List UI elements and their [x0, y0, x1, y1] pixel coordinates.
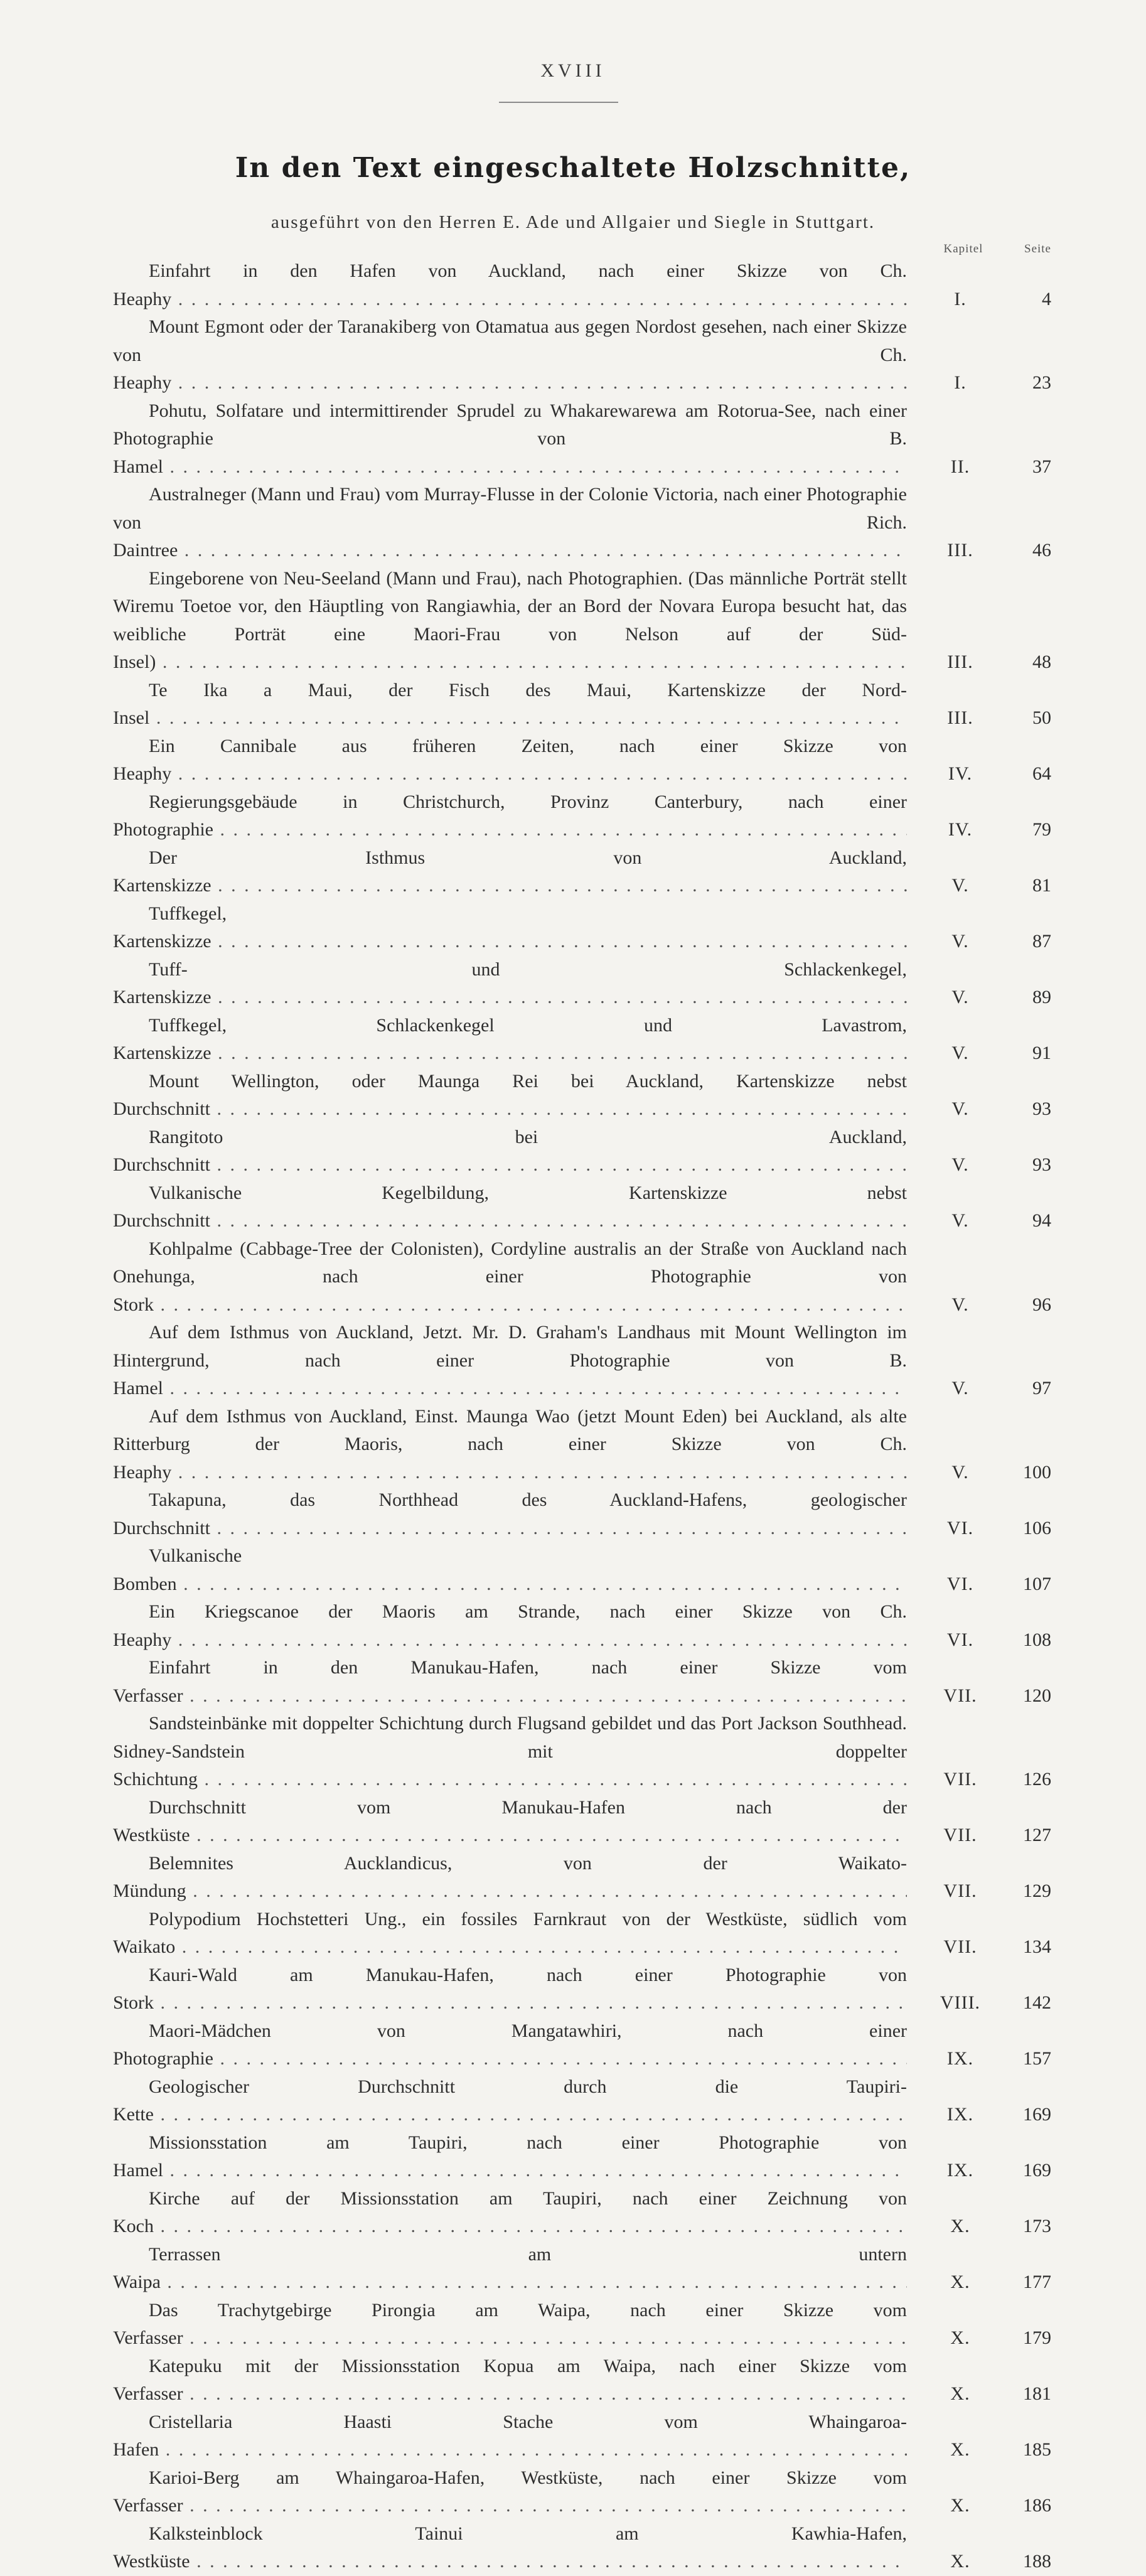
- entry-chapter: X.: [950, 2216, 970, 2236]
- entry-title: Polypodium Hochstetteri Ung., ein fossiles Farnkraut von der Westküste, südlich vom Waikato . . .: [113, 1906, 907, 1962]
- page-column-header: Seite: [1024, 242, 1051, 255]
- entry-page-number: 157: [1023, 2048, 1051, 2069]
- illustration-list: [113, 257, 1051, 2576]
- list-item: [113, 844, 1051, 900]
- entry-page-number: 81: [1032, 875, 1051, 896]
- list-item: [113, 788, 1051, 844]
- entry-chapter: I.: [954, 372, 967, 393]
- entry-title: Te Ika a Maui, der Fisch des Maui, Kartenskizze der Nord-Insel . . .: [113, 677, 907, 733]
- entry-chapter: VII.: [943, 1936, 977, 1957]
- entry-chapter: V.: [951, 1461, 969, 1483]
- entry-page-number: 37: [1032, 456, 1051, 477]
- entry-page-number: 188: [1023, 2551, 1051, 2572]
- entry-title: Tuffkegel, Schlackenkegel und Lavastrom, Kartenskizze . . .: [113, 1012, 907, 1068]
- entry-title: Einfahrt in den Hafen von Auckland, nach einer Skizze von Ch. Heaphy . . .: [113, 257, 907, 313]
- entry-chapter: V.: [951, 1154, 969, 1175]
- entry-title: Der Isthmus von Auckland, Kartenskizze . . .: [113, 844, 907, 900]
- entry-page-number: 177: [1023, 2272, 1051, 2292]
- list-item: [113, 2073, 1051, 2129]
- entry-chapter: V.: [951, 1210, 969, 1231]
- entry-title: Takapuna, das Northhead des Auckland-Hafens, geologischer Durchschnitt . . .: [113, 1486, 907, 1542]
- entry-page-number: 50: [1032, 707, 1051, 728]
- entry-chapter: III.: [947, 707, 973, 728]
- list-item: [113, 1235, 1051, 1319]
- entry-title: Durchschnitt vom Manukau-Hafen nach der Westküste . . .: [113, 1794, 907, 1850]
- entry-page-number: 142: [1023, 1992, 1051, 2013]
- entry-title: Kohlpalme (Cabbage-Tree der Colonisten), Cordyline australis an der Straße von Auckland nach Onehunga, nach einer Photographie von Stork . . .: [113, 1235, 907, 1319]
- entry-chapter: VII.: [943, 1685, 977, 1706]
- entry-chapter: VI.: [946, 1517, 974, 1538]
- list-item: [113, 2185, 1051, 2241]
- list-item: [113, 1542, 1051, 1598]
- entry-page-number: 94: [1032, 1210, 1051, 1231]
- entry-title: Rangitoto bei Auckland, Durchschnitt . . .: [113, 1124, 907, 1179]
- entry-page-number: 185: [1023, 2439, 1051, 2460]
- entry-page-number: 107: [1023, 1573, 1051, 1594]
- entry-page-number: 100: [1023, 1461, 1051, 1483]
- list-item: [113, 956, 1051, 1012]
- entry-chapter: X.: [950, 2383, 970, 2404]
- entry-chapter: V.: [951, 1043, 969, 1063]
- list-item: [113, 1179, 1051, 1235]
- entry-title: Kirche auf der Missionsstation am Taupiri, nach einer Zeichnung von Koch . . .: [113, 2185, 907, 2241]
- entry-page-number: 87: [1032, 931, 1051, 952]
- entry-title: Tuff- und Schlackenkegel, Kartenskizze . . .: [113, 956, 907, 1012]
- entry-chapter: VII.: [943, 1769, 977, 1790]
- list-item: [113, 733, 1051, 788]
- list-item: [113, 565, 1051, 677]
- entry-chapter: VII.: [943, 1881, 977, 1901]
- entry-chapter: III.: [947, 652, 973, 672]
- entry-page-number: 89: [1032, 987, 1051, 1007]
- entry-chapter: V.: [951, 1098, 969, 1119]
- entry-page-number: 126: [1023, 1769, 1051, 1790]
- page-number: XVIII: [540, 60, 606, 81]
- list-item: [113, 1962, 1051, 2017]
- entry-page-number: 23: [1032, 372, 1051, 393]
- entry-page-number: 93: [1032, 1098, 1051, 1119]
- list-item: [113, 1654, 1051, 1710]
- entry-page-number: 106: [1023, 1517, 1051, 1538]
- entry-page-number: 46: [1032, 540, 1051, 561]
- entry-page-number: 169: [1023, 2160, 1051, 2181]
- list-item: [113, 2241, 1051, 2297]
- entry-page-number: 96: [1032, 1294, 1051, 1315]
- list-item: [113, 1068, 1051, 1124]
- entry-chapter: IX.: [946, 2160, 974, 2181]
- header-divider: [499, 102, 618, 103]
- entry-chapter: X.: [950, 2495, 970, 2516]
- list-item: [113, 397, 1051, 481]
- entry-title: Auf dem Isthmus von Auckland, Jetzt. Mr. D. Graham's Landhaus mit Mount Wellington im Hintergrund, nach einer Photographie von B. Hamel . . .: [113, 1319, 907, 1403]
- entry-chapter: VIII.: [940, 1992, 981, 2013]
- list-item: [113, 2520, 1051, 2576]
- entry-title: Kauri-Wald am Manukau-Hafen, nach einer Photographie von Stork . . .: [113, 1962, 907, 2017]
- entry-chapter: IV.: [948, 763, 973, 784]
- list-item: [113, 1794, 1051, 1850]
- entry-chapter: VI.: [946, 1629, 974, 1650]
- entry-page-number: 173: [1023, 2216, 1051, 2236]
- entry-title: Katepuku mit der Missionsstation Kopua am Waipa, nach einer Skizze vom Verfasser . . .: [113, 2353, 907, 2408]
- entry-title: Maori-Mädchen von Mangatawhiri, nach einer Photographie . . .: [113, 2017, 907, 2073]
- entry-chapter: X.: [950, 2327, 970, 2348]
- list-item: [113, 1710, 1051, 1794]
- list-item: [113, 1598, 1051, 1654]
- entry-chapter: V.: [951, 931, 969, 952]
- list-item: [113, 2017, 1051, 2073]
- entry-page-number: 108: [1023, 1629, 1051, 1650]
- entry-title: Pohutu, Solfatare und intermittirender Sprudel zu Whakarewarewa am Rotorua-See, nach einer Photographie von B. Hamel . . .: [113, 397, 907, 481]
- section-subtitle: ausgeführt von den Herren E. Ade und Allgaier und Siegle in Stuttgart.: [270, 212, 876, 232]
- entry-title: Geologischer Durchschnitt durch die Taupiri-Kette . . .: [113, 2073, 907, 2129]
- entry-page-number: 93: [1032, 1154, 1051, 1175]
- entry-chapter: V.: [951, 987, 969, 1007]
- entry-chapter: I.: [954, 288, 967, 309]
- list-item: [113, 1012, 1051, 1068]
- entry-title: Auf dem Isthmus von Auckland, Einst. Maunga Wao (jetzt Mount Eden) bei Auckland, als alte Ritterburg der Maoris, nach einer Skizze von Ch. Heaphy . . .: [113, 1403, 907, 1487]
- list-item: [113, 1906, 1051, 1962]
- entry-title: Cristellaria Haasti Stache vom Whaingaroa-Hafen . . .: [113, 2408, 907, 2464]
- list-item: [113, 2464, 1051, 2520]
- list-item: [113, 1319, 1051, 1403]
- entry-page-number: 120: [1023, 1685, 1051, 1706]
- entry-page-number: 64: [1032, 763, 1051, 784]
- list-item: [113, 2297, 1051, 2353]
- entry-page-number: 48: [1032, 652, 1051, 672]
- list-item: [113, 677, 1051, 733]
- entry-chapter: X.: [950, 2272, 970, 2292]
- list-item: [113, 1403, 1051, 1487]
- entry-page-number: 91: [1032, 1043, 1051, 1063]
- entry-chapter: II.: [950, 456, 970, 477]
- chapter-column-header: Kapitel: [943, 242, 983, 255]
- list-item: [113, 2408, 1051, 2464]
- entry-title: Einfahrt in den Manukau-Hafen, nach einer Skizze vom Verfasser . . .: [113, 1654, 907, 1710]
- entry-title: Ein Kriegscanoe der Maoris am Strande, nach einer Skizze von Ch. Heaphy . . .: [113, 1598, 907, 1654]
- entry-page-number: 129: [1023, 1881, 1051, 1901]
- entry-chapter: V.: [951, 875, 969, 896]
- entry-chapter: IX.: [946, 2104, 974, 2125]
- entry-page-number: 97: [1032, 1378, 1051, 1398]
- entry-title: Vulkanische Kegelbildung, Kartenskizze nebst Durchschnitt . . .: [113, 1179, 907, 1235]
- entry-chapter: VII.: [943, 1825, 977, 1845]
- entry-title: Karioi-Berg am Whaingaroa-Hafen, Westküste, nach einer Skizze vom Verfasser . . .: [113, 2464, 907, 2520]
- entry-page-number: 127: [1023, 1825, 1051, 1845]
- entry-title: Eingeborene von Neu-Seeland (Mann und Frau), nach Photographien. (Das männliche Porträt stellt Wiremu Toetoe vor, den Häuptling von Rangiawhia, der an Bord der Novara Europa besucht hat, das weibliche Porträt eine Maori-Frau von Nelson auf der Süd-Insel) . . .: [113, 565, 907, 677]
- list-item: [113, 2129, 1051, 2185]
- entry-title: Australneger (Mann und Frau) vom Murray-Flusse in der Colonie Victoria, nach einer Photographie von Rich. Daintree . . .: [113, 481, 907, 565]
- entry-title: Ein Cannibale aus früheren Zeiten, nach einer Skizze von Heaphy . . .: [113, 733, 907, 788]
- entry-chapter: V.: [951, 1378, 969, 1398]
- entry-page-number: 181: [1023, 2383, 1051, 2404]
- entry-page-number: 179: [1023, 2327, 1051, 2348]
- entry-title: Terrassen am untern Waipa . . .: [113, 2241, 907, 2297]
- entry-page-number: 169: [1023, 2104, 1051, 2125]
- entry-chapter: V.: [951, 1294, 969, 1315]
- list-item: [113, 1486, 1051, 1542]
- list-item: [113, 257, 1051, 313]
- entry-title: Tuffkegel, Kartenskizze . . .: [113, 900, 907, 956]
- entry-chapter: IX.: [946, 2048, 974, 2069]
- entry-chapter: VI.: [946, 1573, 974, 1594]
- entry-page-number: 186: [1023, 2495, 1051, 2516]
- entry-page-number: 134: [1023, 1936, 1051, 1957]
- entry-page-number: 4: [1042, 288, 1051, 309]
- entry-title: Mount Wellington, oder Maunga Rei bei Auckland, Kartenskizze nebst Durchschnitt . . .: [113, 1068, 907, 1124]
- entry-title: Missionsstation am Taupiri, nach einer Photographie von Hamel . . .: [113, 2129, 907, 2185]
- entry-title: Regierungsgebäude in Christchurch, Provinz Canterbury, nach einer Photographie . . .: [113, 788, 907, 844]
- section-title: In den Text eingeschaltete Holzschnitte,: [235, 152, 911, 184]
- list-item: [113, 900, 1051, 956]
- entry-chapter: IV.: [948, 819, 973, 840]
- entry-title: Sandsteinbänke mit doppelter Schichtung durch Flugsand gebildet und das Port Jackson Southhead. Sidney-Sandstein mit doppelter Schichtung . . .: [113, 1710, 907, 1794]
- entry-title: Belemnites Aucklandicus, von der Waikato-Mündung . . .: [113, 1850, 907, 1906]
- list-item: [113, 481, 1051, 565]
- entry-chapter: X.: [950, 2439, 970, 2460]
- entry-title: Mount Egmont oder der Taranakiberg von Otamatua aus gegen Nordost gesehen, nach einer Skizze von Ch. Heaphy . . .: [113, 313, 907, 397]
- entry-page-number: 79: [1032, 819, 1051, 840]
- entry-chapter: III.: [947, 540, 973, 561]
- entry-title: Das Trachytgebirge Pirongia am Waipa, nach einer Skizze vom Verfasser . . .: [113, 2297, 907, 2353]
- entry-title: Kalksteinblock Tainui am Kawhia-Hafen, Westküste . . .: [113, 2520, 907, 2576]
- list-item: [113, 313, 1051, 397]
- entry-title: Vulkanische Bomben . . .: [113, 1542, 907, 1598]
- list-item: [113, 1124, 1051, 1179]
- list-item: [113, 1850, 1051, 1906]
- list-item: [113, 2353, 1051, 2408]
- entry-chapter: X.: [950, 2551, 970, 2572]
